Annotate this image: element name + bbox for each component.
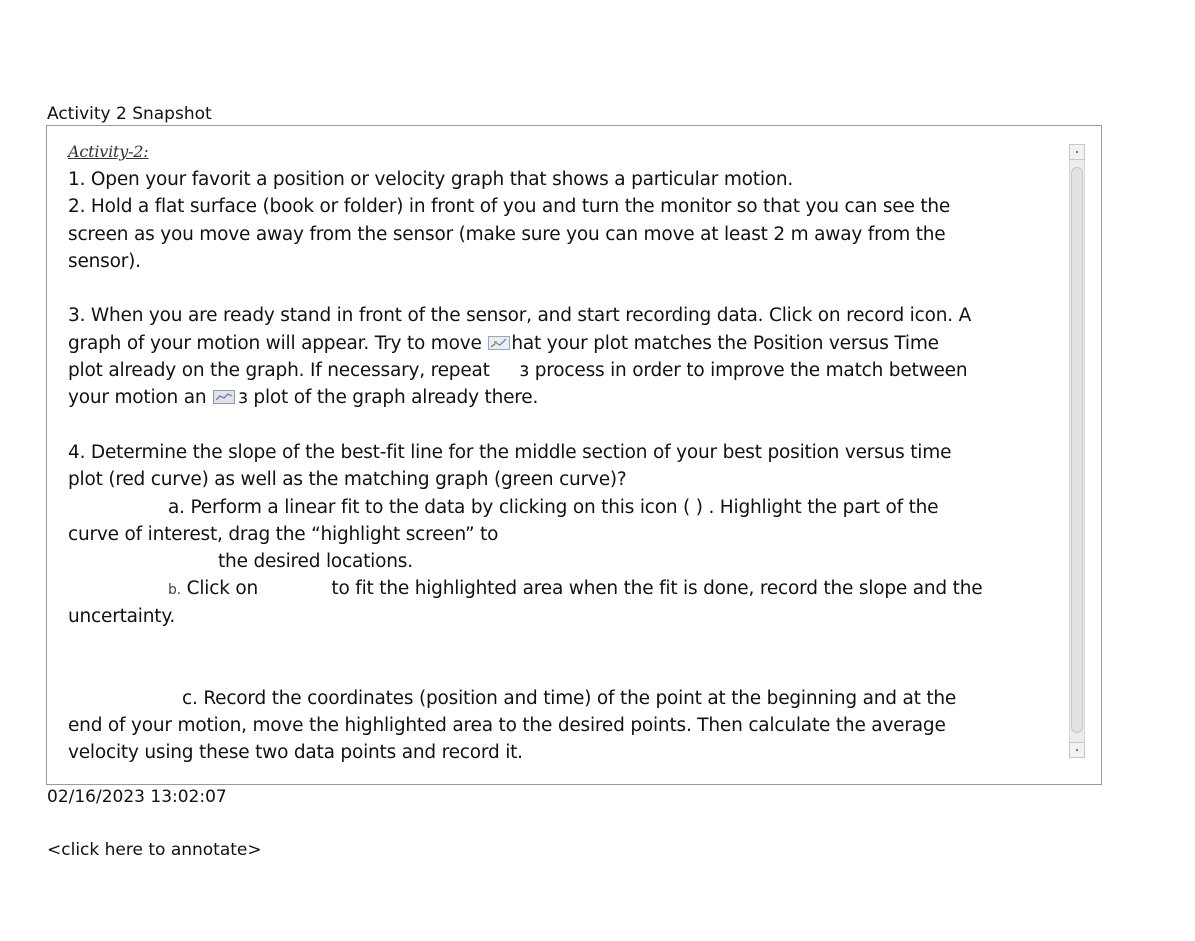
activity-heading: Activity-2: bbox=[68, 142, 149, 161]
step-3-text-c: plot already on the graph. If necessary, repeat bbox=[68, 360, 490, 382]
step-2-line-end: sensor). bbox=[68, 250, 141, 272]
step-3-line-4: your motion an ɜ plot of the graph already there. bbox=[68, 387, 539, 409]
step-4a-line: a. Perform a linear fit to the data by clicking on this icon ( ) . Highlight the part of the bbox=[168, 496, 939, 518]
step-4b-text-b: to fit the highlighted area when the fit is done, record the slope and the bbox=[331, 578, 983, 600]
step-3-line-3: plot already on the graph. If necessary, repeat ɜ process in order to improve the match between bbox=[68, 360, 968, 382]
scroll-down-button[interactable] bbox=[1069, 742, 1085, 758]
annotate-link[interactable]: <click here to annotate> bbox=[47, 840, 262, 860]
step-4b-text-a: Click on bbox=[186, 578, 259, 600]
snapshot-title: Activity 2 Snapshot bbox=[47, 104, 212, 124]
step-3-text-b: hat your plot matches the Position versus Time bbox=[511, 332, 939, 354]
step-2-line-cont: screen as you move away from the sensor (make sure you can move at least 2 m away from the bbox=[68, 223, 946, 245]
step-4c-line-cont: end of your motion, move the highlighted area to the desired points. Then calculate the average bbox=[68, 714, 946, 736]
paragraph-gap bbox=[68, 275, 1068, 302]
step-3-line-cont bbox=[68, 330, 1068, 357]
step-4b-marker: b. bbox=[168, 582, 181, 599]
step-4a-line-cont: curve of interest, drag the “highlight screen” to bbox=[68, 523, 499, 545]
step-2-line: 2. Hold a flat surface (book or folder) in front of you and turn the monitor so that you can see the bbox=[68, 196, 951, 218]
paragraph-gap bbox=[68, 630, 1068, 657]
step-3-text-a: graph of your motion will appear. Try to move bbox=[68, 332, 482, 354]
step-3-text-d: process in order to improve the match between bbox=[534, 360, 968, 382]
step-4b-line bbox=[68, 575, 1068, 602]
scroll-thumb[interactable] bbox=[1071, 167, 1083, 733]
step-4-line: 4. Determine the slope of the best-fit line for the middle section of your best position versus time bbox=[68, 441, 952, 463]
step-4a-line-end: the desired locations. bbox=[218, 551, 413, 573]
paragraph-gap bbox=[68, 657, 1068, 684]
scroll-up-button[interactable] bbox=[1069, 144, 1085, 160]
snapshot-timestamp: 02/16/2023 13:02:07 bbox=[47, 787, 227, 807]
paragraph-gap bbox=[68, 412, 1068, 439]
step-4c-line: c. Record the coordinates (position and time) of the point at the beginning and at the bbox=[182, 687, 957, 709]
graph-thumbnail-icon bbox=[488, 336, 510, 350]
step-4-line-cont: plot (red curve) as well as the matching graph (green curve)? bbox=[68, 469, 627, 491]
plot-thumbnail-icon bbox=[213, 390, 235, 404]
step-3-text-e: your motion an bbox=[68, 387, 207, 409]
step-1-line: 1. Open your favorit a position or velocity graph that shows a particular motion. bbox=[68, 169, 794, 190]
snapshot-panel bbox=[46, 125, 1102, 785]
step-3-line: 3. When you are ready stand in front of the sensor, and start recording data. Click on record icon. A bbox=[68, 305, 972, 327]
step-3-text-f: plot of the graph already there. bbox=[253, 387, 539, 409]
document-content bbox=[68, 140, 1068, 767]
step-4b-line-end: uncertainty. bbox=[68, 605, 176, 627]
step-4c-line-end: velocity using these two data points and record it. bbox=[68, 742, 523, 764]
vertical-scrollbar[interactable] bbox=[1069, 144, 1085, 758]
